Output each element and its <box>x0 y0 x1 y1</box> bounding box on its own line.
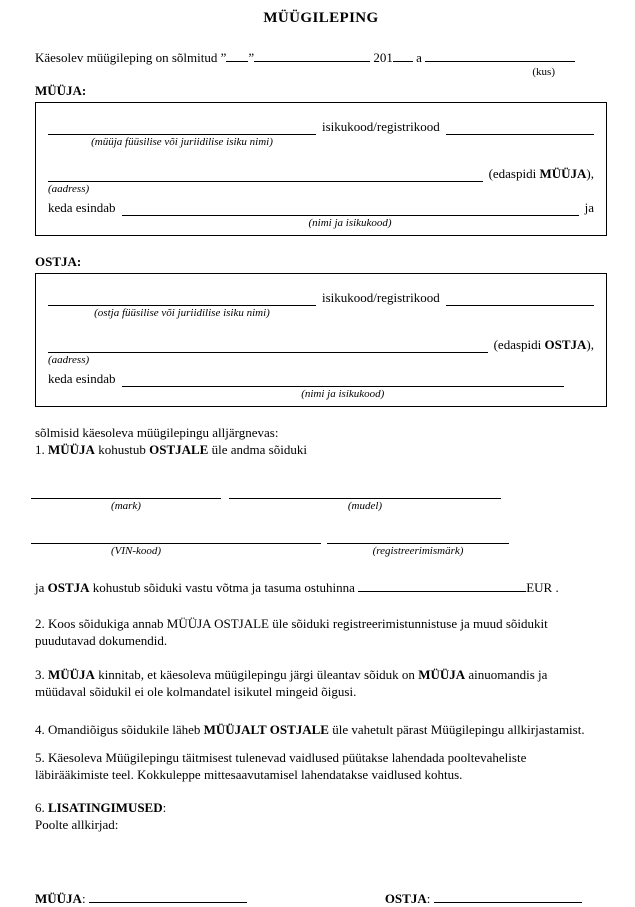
vehicle-vin-field <box>31 527 321 558</box>
seller-representative-caption: (nimi ja isikukood) <box>308 217 392 229</box>
text-segment: LISATINGIMUSED <box>48 800 163 815</box>
vehicle-make-field <box>31 482 221 513</box>
seller-edaspidi-text <box>489 165 594 182</box>
seller-name-field <box>48 118 316 149</box>
clause-4 <box>35 721 597 738</box>
text-segment: (edaspidi <box>493 337 545 352</box>
seller-address-row <box>48 165 594 196</box>
intro-year-text: 201 <box>373 50 393 65</box>
buyer-representative-blank <box>122 370 564 387</box>
seller-and-word: ja <box>584 200 594 215</box>
text-segment: ), <box>586 166 594 181</box>
seller-representative-row <box>48 199 594 230</box>
seller-signature-blank <box>89 889 247 903</box>
clause-6 <box>35 799 597 816</box>
text-segment: : <box>426 891 434 906</box>
text-segment: ainuomandis ja müüdaval sõidukil ei ole kolmandatel isikutel mingeid õigusi. <box>35 667 548 699</box>
text-segment: : <box>81 891 89 906</box>
vehicle-model-caption: (mudel) <box>347 500 383 512</box>
text-segment: MÜÜJA <box>48 442 95 457</box>
buyer-heading: OSTJA: <box>35 254 82 269</box>
buyer-signature-blank <box>434 889 582 903</box>
text-segment: üle vahetult pärast Müügilepingu allkirjastamist. <box>328 722 585 737</box>
price-line <box>35 578 607 596</box>
text-segment: ), <box>586 337 594 352</box>
text-segment: 3. <box>35 667 48 682</box>
vehicle-reg-field <box>327 527 509 558</box>
intro-line <box>35 48 607 66</box>
vehicle-row-2 <box>31 527 607 558</box>
text-segment: kohustub <box>94 442 150 457</box>
vehicle-vin-blank <box>31 527 321 544</box>
price-blank <box>358 578 526 592</box>
text-segment: MÜÜJA <box>35 891 82 906</box>
seller-heading: MÜÜJA: <box>35 83 87 98</box>
signature-row <box>35 889 607 907</box>
text-segment: kohustub sõiduki vastu võtma ja tasuma ostuhinna <box>89 580 359 595</box>
vehicle-reg-blank <box>327 527 509 544</box>
buyer-address-field <box>48 336 488 367</box>
clause-5 <box>35 749 597 783</box>
text-segment: 6. <box>35 800 48 815</box>
text-segment: MÜÜJA <box>48 667 95 682</box>
year-blank <box>393 48 413 62</box>
text-segment: 1. <box>35 442 48 457</box>
text-segment: MÜÜJA <box>418 667 466 682</box>
text-segment: 2. Koos sõidukiga annab MÜÜJA OSTJALE üle sõiduki registreerimistunnistuse ja muud sõidukit puudutavad dokumendid. <box>35 616 548 648</box>
buyer-idcode-blank <box>446 289 594 306</box>
month-blank <box>254 48 370 62</box>
vehicle-row-1 <box>31 482 607 513</box>
text-segment: OSTJA <box>384 891 427 906</box>
text-segment: (edaspidi <box>488 166 540 181</box>
place-blank <box>425 48 575 62</box>
seller-address-caption: (aadress) <box>48 183 90 195</box>
intro-a-word: a <box>416 50 422 65</box>
lead-in-text: sõlmisid käesoleva müügilepingu alljärgnevas: <box>35 425 279 440</box>
seller-signature-label <box>35 891 89 906</box>
buyer-signature-label <box>385 891 434 906</box>
text-segment: OSTJA <box>544 337 587 352</box>
seller-name-row <box>48 118 594 149</box>
text-segment: kinnitab, et käesoleva müügilepingu järgi üleantav sõiduk on <box>94 667 419 682</box>
text-segment: : <box>162 800 167 815</box>
day-blank <box>226 48 248 62</box>
seller-address-field <box>48 165 483 196</box>
text-segment: MÜÜJALT OSTJALE <box>203 722 329 737</box>
buyer-representative-row <box>48 370 594 401</box>
buyer-name-row <box>48 289 594 320</box>
buyer-address-blank <box>48 336 488 353</box>
buyer-name-field <box>48 289 316 320</box>
text-segment: üle andma sõiduki <box>208 442 307 457</box>
seller-represented-by-label: keda esindab <box>48 200 116 215</box>
clause-3 <box>35 666 597 700</box>
seller-name-blank <box>48 118 316 135</box>
text-segment: MÜÜJA <box>539 166 587 181</box>
buyer-representative-caption: (nimi ja isikukood) <box>301 388 385 400</box>
buyer-idcode-label: isikukood/registrikood <box>322 290 440 305</box>
seller-representative-field <box>122 199 579 230</box>
seller-box <box>35 102 607 236</box>
seller-idcode-field <box>446 118 594 135</box>
buyer-idcode-field <box>446 289 594 306</box>
document-title: MÜÜGILEPING <box>263 10 379 26</box>
buyer-box <box>35 273 607 407</box>
text-segment: 5. Käesoleva Müügilepingu täitmisest tulenevad vaidlused püütakse lahendada pooltevaheliste läbirääkimiste teel. Kokkuleppe mittesaavutamisel lahendatakse vaidlused kohtus. <box>35 750 527 782</box>
vehicle-reg-caption: (registreerimismärk) <box>372 545 464 557</box>
vehicle-make-caption: (mark) <box>111 500 141 512</box>
buyer-represented-by-label: keda esindab <box>48 371 116 386</box>
text-segment: 4. Omandiõigus sõidukile läheb <box>35 722 204 737</box>
signatures-intro: Poolte allkirjad: <box>35 817 119 832</box>
buyer-address-row <box>48 336 594 367</box>
seller-representative-blank <box>122 199 579 216</box>
seller-address-blank <box>48 165 483 182</box>
place-caption: (kus) <box>532 66 555 78</box>
seller-idcode-label: isikukood/registrikood <box>322 119 440 134</box>
buyer-name-blank <box>48 289 316 306</box>
field-gap <box>221 482 229 513</box>
vehicle-vin-caption: (VIN-kood) <box>110 545 162 557</box>
intro-text: Käesolev müügileping on sõlmitud ” <box>35 50 227 65</box>
text-segment: OSTJALE <box>149 442 209 457</box>
seller-name-caption: (müüja füüsilise või juriidilise isiku nimi) <box>91 136 273 148</box>
clause-1 <box>35 441 597 458</box>
price-text <box>35 580 358 595</box>
vehicle-model-field <box>229 482 501 513</box>
vehicle-make-blank <box>31 482 221 499</box>
text-segment: OSTJA <box>47 580 90 595</box>
seller-idcode-blank <box>446 118 594 135</box>
vehicle-model-blank <box>229 482 501 499</box>
buyer-edaspidi-text <box>494 336 594 353</box>
buyer-name-caption: (ostja füüsilise või juriidilise isiku nimi) <box>94 307 270 319</box>
buyer-representative-field <box>122 370 564 401</box>
intro-close-quote: ” <box>248 50 255 65</box>
text-segment: ja <box>35 580 48 595</box>
price-currency: EUR . <box>526 580 559 595</box>
clause-2 <box>35 615 597 649</box>
buyer-address-caption: (aadress) <box>48 354 90 366</box>
